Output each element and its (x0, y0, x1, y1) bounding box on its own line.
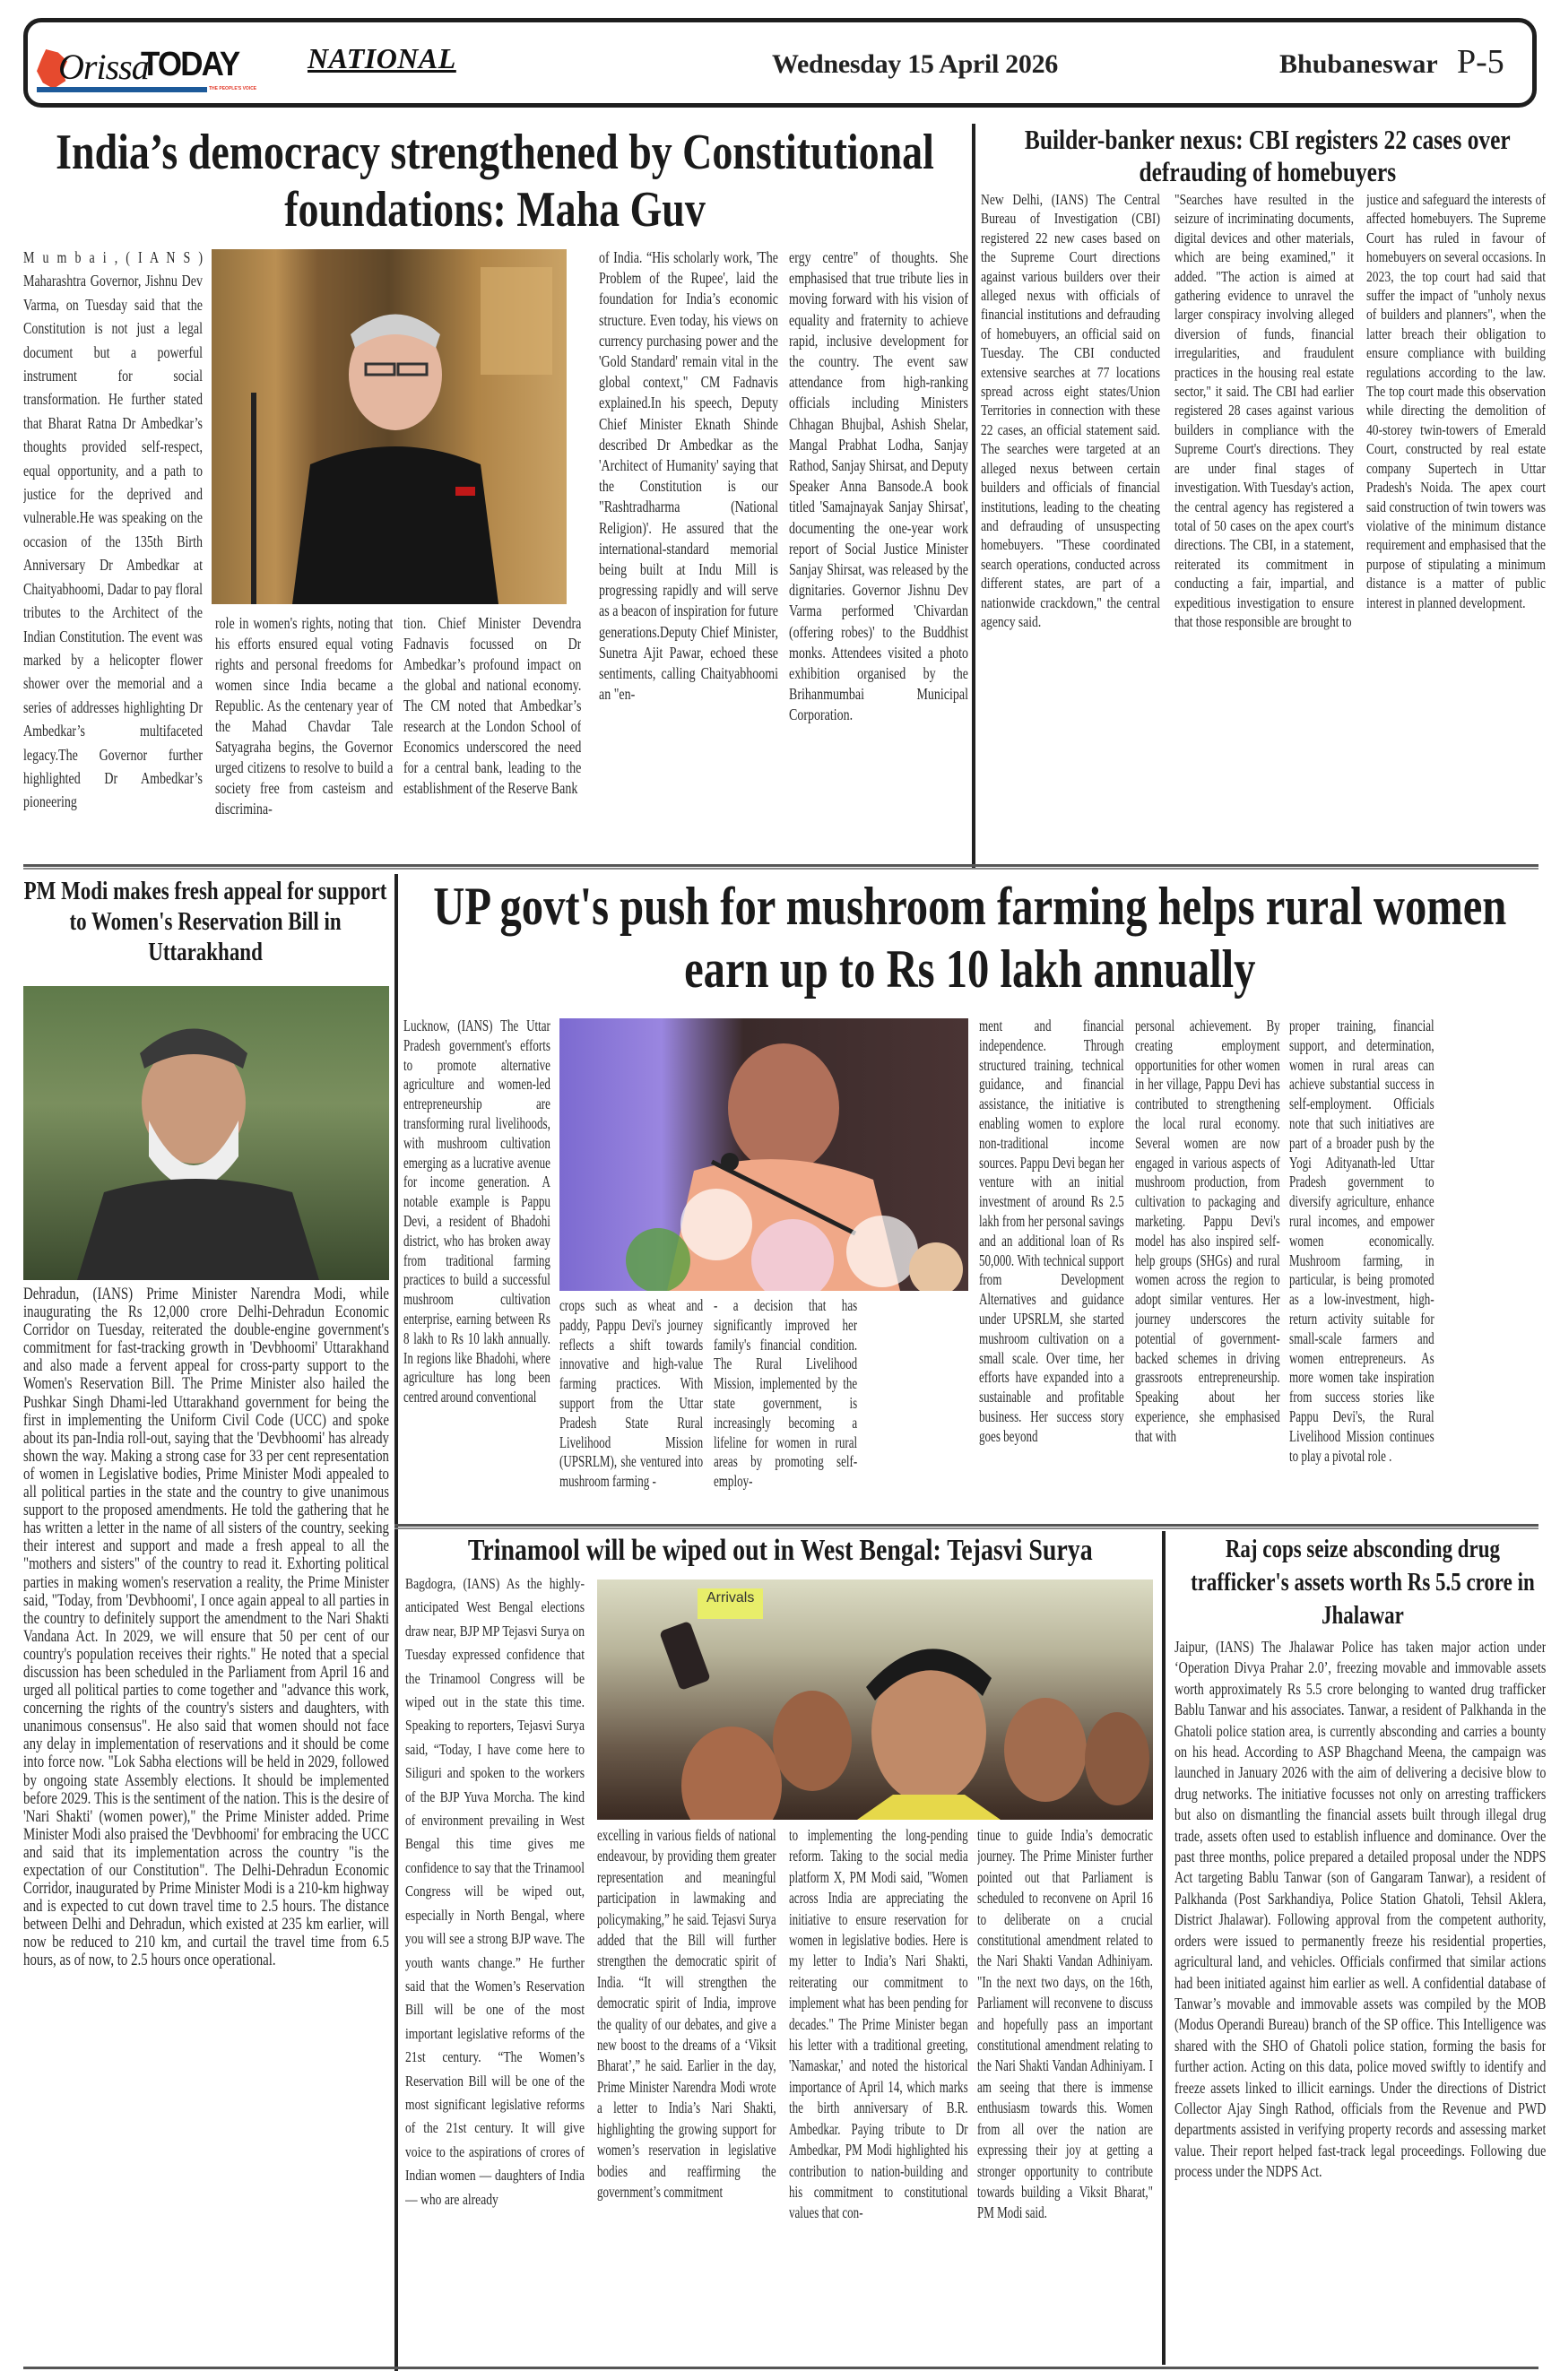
governor-col-4-box (599, 247, 778, 862)
modi-portrait-icon (23, 986, 389, 1280)
governor-col-3: tion. Chief Minister Devendra Fadnavis focussed on Dr Ambedkar’s profound impact on the global and national economy. The CM noted that Ambedkar’s research at the London School of Economics underscored the need for a central bank, leading to the establishment of the Reserve Bank (403, 614, 581, 797)
cbi-col-2: "Searches have resulted in the seizure of incriminating documents, digital devices and other materials, which are being examined," it added. "The action is aimed at gathering evidence to unravel the larger conspiracy involving alleged diversion of funds, financial irregularities, and fraudulent practices in the housing real estate sector," it said. The CBI had earlier registered 28 cases against various builders in compliance with the Supreme Court's directions. They are under final stages of investigation. With Tuesday's action, the central agency has registered a total of 50 cases on the apex court's directions. The CBI, in a statement, reiterated its commitment in conducting a fair, impartial, and expeditious investigation to ensure that those responsible are brought to (1174, 191, 1354, 630)
tejasvi-col-2-box (597, 1825, 776, 2361)
jhalawar-body-box (1174, 1637, 1546, 2361)
mushroom-col-4-box (979, 1017, 1124, 1519)
mushroom-col-1: Lucknow, (IANS) The Uttar Pradesh government's efforts to promote alternative agriculture and women-led entrepreneurship are transforming rural livelihoods, with mushroom cultivation emerging as a lucrative avenue for income generation. A notable example is Pappu Devi, a resident of Bhadohi district, who has broken away from traditional farming practices to build a successful mushroom cultivation enterprise, earning between Rs 8 lakh to Rs 10 lakh annually. In regions like Bhadohi, where agriculture has long been centred around conventional (403, 1017, 550, 1406)
governor-headline-box (23, 124, 966, 242)
logo-tagline: THE PEOPLE'S VOICE (209, 86, 257, 91)
mushroom-col-3-box (714, 1296, 857, 1519)
mushroom-headline: UP govt's push for mushroom farming helps rural women earn up to Rs 10 lakh annually (433, 877, 1507, 999)
mushroom-col-4: ment and financial independence. Through structured training, technical guidance, and financial assistance, the initiative is enabling women to explore non-traditional income sources. Pappu Devi began her venture with an initial investment of around Rs 2.5 lakh from her personal savings and an additional loan of Rs 50,000. With technical support from Development Alternatives and guidance under UPSRLM, she started mushroom cultivation on a small scale. Over time, her efforts have expanded into a sustainable and profitable business. Her success story goes beyond (979, 1017, 1124, 1445)
mushroom-col-2: crops such as wheat and paddy, Pappu Devi's journey reflects a shift towards innovative and high-value farming practices. With support from the Uttar Pradesh State Rural Livelihood Mission (UPSRLM), she ventured into mushroom farming - (559, 1296, 703, 1491)
governor-col-5: ergy centre" of thoughts. She emphasised that true tribute lies in moving forward with his vision of equality and fraternity to achieve rapid, inclusive development for the country. The event saw attendance from high-ranking officials including Ministers Chhagan Bhujbal, Ashish Shelar, Mangal Prabhat Lodha, Sanjay Rathod, Sanjay Shirsat, and Deputy Speaker Anna Bansode.A book titled 'Samajnayak Sanjay Shirsat', documenting the one-year work report of Social Justice Minister Sanjay Shirsat, was released by the dignitaries. Governor Jishnu Dev Varma performed 'Chivardan (offering robes)' to the Buddhist monks. Attendees visited a photo exhibition organised by the Brihanmumbai Municipal Corporation. (789, 248, 968, 724)
governor-portrait-icon (212, 249, 567, 604)
tejasvi-col-1: Bagdogra, (IANS) As the highly-anticipated West Bengal elections draw near, BJP MP Tejasvi Surya on Tuesday expressed confidence that the Trinamool Congress will be wiped out in the state this time. Speaking to reporters, Tejasvi Surya said, “Today, I have come here to Siliguri and spoken to the workers of the BJP Yuva Morcha. The kind of environment prevailing in West Bengal this time gives me confidence to say that the Trinamool Congress will be wiped out, especially in North Bengal, where you will see a strong BJP wave. The youth wants change.” He further said that the Women’s Reservation Bill will be one of the most important legislative reforms of the 21st century. “The Women’s Reservation Bill will be one of the most significant legislative reforms of the 21st century. It will give voice to the aspirations of crores of Indian women — daughters of India — who are already (405, 1575, 585, 2208)
column-divider (972, 124, 975, 870)
governor-col-3-box (403, 613, 581, 861)
cbi-headline-box (981, 124, 1555, 188)
governor-col-2-box (215, 613, 393, 861)
modi-headline: PM Modi makes fresh appeal for support to Women's Reservation Bill in Uttarakhand (23, 878, 387, 966)
mushroom-col-2-box (559, 1296, 703, 1519)
mushroom-col-1-box (403, 1017, 550, 1519)
column-divider (394, 874, 398, 2371)
orissa-today-logo[interactable] (33, 40, 266, 94)
mushroom-col-5: personal achievement. By creating employment opportunities for other women in her village, Pappu Devi has contributed to strengthening the local rural economy. Several women are now engaged in various aspects of mushroom production, from cultivation to packaging and marketing. Pappu Devi's model has also inspired self-help groups (SHGs) and rural women across the region to adopt similar ventures. Her journey underscores the potential of government-backed schemes in driving grassroots entrepreneurship. Speaking about her experience, she emphasised that with (1135, 1017, 1280, 1445)
cbi-headline: Builder-banker nexus: CBI registers 22 cases over defrauding of homebuyers (1024, 124, 1511, 187)
cbi-col-3-box (1366, 190, 1546, 864)
tejasvi-col-1-box (405, 1572, 585, 2361)
tejasvi-col-3: to implementing the long-pending reform. Taking to the social media platform X, PM Modi said, "Women across India are appreciating the initiative to ensure reservation for women in legislative bodies. Here is my letter to India’s Nari Shakti, reiterating our commitment to implement what has been pending for decades." The Prime Minister began his letter with a traditional greeting, 'Namaskar,' and noted the historical importance of April 14, which marks the birth anniversary of B.R. Ambedkar. Paying tribute to Dr Ambedkar, PM Modi highlighted his contribution to nation-building and his commitment to constitutional values that con- (789, 1826, 968, 2222)
mushroom-col-3: - a decision that has significantly improved her family's financial condition. The Rural Livelihood Mission, implemented by the state government, is increasingly becoming a lifeline for women in rural areas by promoting self-employ- (714, 1296, 857, 1491)
cbi-col-1: New Delhi, (IANS) The Central Bureau of Investigation (CBI) registered 22 new cases based on the Supreme Court directions against various builders over their alleged nexus with officials of financial institutions and defrauding of homebuyers, an official said on Tuesday. The CBI conducted extensive searches at 77 locations spread across eight states/Union Territories in connection with these 22 cases, an official statement said. The searches were targeted at an alleged nexus between certain builders and officials of financial institutions, leading to the cheating and defrauding of unsuspecting homebuyers. "These coordinated search operations, conducted across different states, are part of a nationwide crackdown," the central agency said. (981, 191, 1160, 630)
jhalawar-headline: Raj cops seize absconding drug trafficker's assets worth Rs 5.5 crore in Jhalawar (1191, 1536, 1535, 1630)
tejasvi-col-3-box (789, 1825, 968, 2361)
jhalawar-headline-box (1174, 1533, 1551, 1635)
edition-city: Bhubaneswar (1279, 49, 1438, 79)
governor-col-4: of India. “His scholarly work, 'The Problem of the Rupee', laid the foundation for India’s economic structure. Even today, his views on currency purchasing power and the 'Gold Standard' remain vital in the global context," CM Fadnavis explained.In his speech, Deputy Chief Minister Eknath Shinde described Dr Ambedkar as the 'Architect of Humanity' saying that the Constitution is our "Rashtradharma (National Religion)'. He assured that the international-standard memorial being built at Indu Mill is progressing rapidly and will serve as a beacon of inspiration for future generations.Deputy Chief Minister, Sunetra Ajit Pawar, echoed these sentiments, calling Chaityabhoomi an "en- (599, 248, 778, 704)
arrivals-sign: Arrivals (698, 1588, 763, 1619)
tejasvi-col-4-box (977, 1825, 1153, 2361)
governor-col-2: role in women's rights, noting that his efforts ensured equal voting rights and personal freedoms for women since India became a Republic. As the centenary year of the Mahad Chavdar Tale Satyagraha begins, the Governor urged citizens to resolve to build a society free from casteism and discrimina- (215, 614, 393, 818)
governor-photo (212, 249, 567, 604)
yogi-portrait-icon (559, 1018, 968, 1291)
governor-headline: India’s democracy strengthened by Constitutional foundations: Maha Guv (56, 125, 934, 238)
tejasvi-headline: Trinamool will be wiped out in West Bengal: Tejasvi Surya (467, 1534, 1093, 1567)
logo-word-today: TODAY (141, 46, 239, 83)
governor-col-5-box (789, 247, 968, 862)
column-divider (1162, 1531, 1166, 2365)
logo-word-orissa: Orissa (58, 47, 149, 87)
mushroom-col-6-box (1289, 1017, 1434, 1519)
modi-body-box (23, 1285, 389, 2361)
jhalawar-body: Jaipur, (IANS) The Jhalawar Police has taken major action under ‘Operation Divya Prahar 2.0’, freezing movable and immovable assets worth approximately Rs 5.5 crore belonging to wanted drug trafficker Bablu Tanwar and his associates. Tanwar, a resident of Palkhanda in the Ghatoli police station area, is currently absconding and carries a bounty on his head. According to ASP Bhagchand Meena, the campaign was launched in January 2026 with the aim of delivering a decisive blow to drug networks. The initiative focusses not only on arresting traffickers but also on dismantling the financial assets built through illegal drug trade, assets often used to establish influence and dominance. Over the past three months, police prepared a detailed proposal under the NDPS Act targeting Bablu Tanwar (son of Gangaram Tanwar), a resident of Palkhanda (Post Sarkhandiya, Police Station Ghatoli, Tehsil Aklera, District Jhalawar). Following approval from the competent authority, orders were issued to permanently freeze his residential properties, agricultural land, and vehicles. Officials confirmed that similar actions had been initiated against him earlier as well. A confidential database of Tanwar’s movable and immovable assets was compiled by the MOB (Modus Operandi Bureau) branch of the SP office. This Intelligence was shared with the SHO of Ghatoli police station, forming the basis for further action. Acting on this data, police moved swiftly to identify and freeze assets linked to illicit earnings. Under the directions of District Collector Ajay Singh Rathod, officials from the Revenue and PWD departments assisted in verifying property records and assessing market value. Their report helped fast-track legal proceedings. Following due process under the NDPS Act. (1174, 1638, 1546, 2181)
tejasvi-col-2: excelling in various fields of national endeavour, by providing them greater representation and meaningful participation in lawmaking and policymaking,” he said. Tejasvi Surya added that the Bill will further strengthen the democratic spirit of India. “It will strengthen the democratic spirit of India, improve the quality of our debates, and give a new boost to the dreams of a ‘Viksit Bharat’,” he said. Earlier in the day, Prime Minister Narendra Modi wrote a letter to India’s Nari Shakti, highlighting the growing support for women’s reservation in legislative bodies and reaffirming the government’s commitment (597, 1826, 776, 2201)
section-divider (23, 864, 1538, 870)
section-divider (394, 1524, 1538, 1529)
yogi-photo (559, 1018, 968, 1291)
crowd-photo-icon (597, 1579, 1153, 1820)
governor-col-1-box (23, 246, 203, 862)
page-bottom-rule (23, 2367, 1538, 2372)
modi-body: Dehradun, (IANS) Prime Minister Narendra Modi, while inaugurating the Rs 12,000 crore Delhi-Dehradun Economic Corridor on Tuesday, reiterated the double-engine government's commitment for fast-tracking growth in 'Devbhoomi' Uttarakhand and also made a fervent appeal for cross-party support to the Women's Reservation Bill. The Prime Minister also hailed the Pushkar Singh Dhami-led Uttarakhand government for being the first in implementing the Uniform Civil Code (UCC) and spoke about its pan-India roll-out, saying that the 'Devbhoomi' has already shown the way. Making a strong case for 33 per cent representation of women in Legislative bodies, Prime Minister Modi appealed to all political parties in the state and the country to give unanimous support to the proposed amendments. He told the gathering that he has written a letter in the name of all sisters of the country, seeking their interest and support and made a fresh appeal to all the "mothers and sisters" of the country to read it. Exhorting political parties in making women's reservation a reality, the Prime Minister said, "Today, from 'Devbhoomi', I once again appeal to all parties in the country to definitely support the amendment to the Nari Shakti Vandana Act. In 2029, we will ensure that 50 per cent of our country's population receives their rights." He noted that a special discussion has been scheduled in the Parliament from April 16 and urged all political parties to come together and "advance this work, concerning the rights of the country's sisters and daughters, with unanimous consensus". He also said that women should not face any delay in implementation of reservations and it should be come into force now. "Lok Sabha elections will be held in 2029, followed by ongoing state Assembly elections. It should be implemented before 2029. This is the sentiment of the nation. This is the desire of 'Nari Shakti' (women power)," the Prime Minister added. Prime Minister Modi also praised the 'Devbhoomi' for embracing the UCC and said that its implementation across the country "is the expectation of our Constitution". The Delhi-Dehradun Economic Corridor, inaugurated by Prime Minister Modi is a 210-km highway and is expected to cut down travel time to 2.5 hours. The distance between Delhi and Dehradun, which existed at 235 km earlier, will now be reduced to 210 km, and curtail the travel time from 6.5 hours, as of now, to 2.5 hours once operational. (23, 1285, 389, 1970)
page-number: P-5 (1457, 43, 1504, 81)
masthead (23, 18, 1537, 108)
mushroom-headline-box (403, 875, 1538, 1009)
cbi-col-2-box (1174, 190, 1354, 864)
issue-date: Wednesday 15 April 2026 (772, 49, 1058, 79)
cbi-col-1-box (981, 190, 1160, 864)
cbi-col-3: justice and safeguard the interests of affected homebuyers. The Supreme Court has ruled in favour of homebuyers on several occasions. In 2023, the top court had said that suffer the impact of "unholy nexus of builders and planners", when the latter breach their obligation to ensure compliance with building regulations according to the law. The top court made this observation while directing the demolition of 40-storey twin-towers of Emerald Court, constructed by real estate company Supertech in Uttar Pradesh's Noida. The apex court said construction of twin towers was violative of the minimum distance requirement and emphasised that the purpose of stipulating a minimum distance is a matter of public interest in planned development. (1366, 191, 1546, 611)
modi-headline-box (20, 877, 391, 977)
tejasvi-headline-box (403, 1533, 1157, 1571)
governor-col-1: M u m b a i , ( I A N S ) Maharashtra Governor, Jishnu Dev Varma, on Tuesday said that the Constitution is not just a legal document but a powerful instrument for social transformation. He further stated that Bharat Ratna Dr Ambedkar’s thoughts provided self-respect, equal opportunity, and a path to justice for the deprived and vulnerable.He was speaking on the occasion of the 135th Birth Anniversary Dr Ambedkar at Chaityabhoomi, Dadar to pay floral tributes to the Architect of the Indian Constitution. The event was marked by a helicopter flower shower over the memorial and a series of addresses highlighting Dr Ambedkar’s multifaceted legacy.The Governor further highlighted Dr Ambedkar’s pioneering (23, 248, 203, 811)
tejasvi-photo (597, 1579, 1153, 1820)
tejasvi-col-4: tinue to guide India’s democratic journey. The Prime Minister further pointed out that Parliament is scheduled to reconvene on April 16 to deliberate on a crucial constitutional amendment related to the Nari Shakti Vandan Adhiniyam. "In the next two days, on the 16th, Parliament will reconvene to discuss and hopefully pass an important constitutional amendment relating to the Nari Shakti Vandan Adhiniyam. I am seeing that there is immense enthusiasm towards this. Women from all over the nation are expressing their joy at getting a stronger opportunity to contribute towards building a Viksit Bharat," PM Modi said. (977, 1826, 1153, 2222)
mushroom-col-6: proper training, financial support, and determination, women in rural areas can achieve substantial success in self-employment. Officials note that such initiatives are part of a broader push by the Yogi Adityanath-led Uttar Pradesh government to diversify agriculture, enhance rural incomes, and empower women economically. Mushroom farming, in particular, is being promoted as a low-investment, high-return activity suitable for small-scale farmers and women entrepreneurs. As more women take inspiration from success stories like Pappu Devi's, the Rural Livelihood Mission continues to play a pivotal role . (1289, 1017, 1434, 1465)
section-name: NATIONAL (308, 42, 456, 74)
modi-photo (23, 986, 389, 1280)
mushroom-col-5-box (1135, 1017, 1280, 1519)
logo-underline (37, 87, 207, 92)
